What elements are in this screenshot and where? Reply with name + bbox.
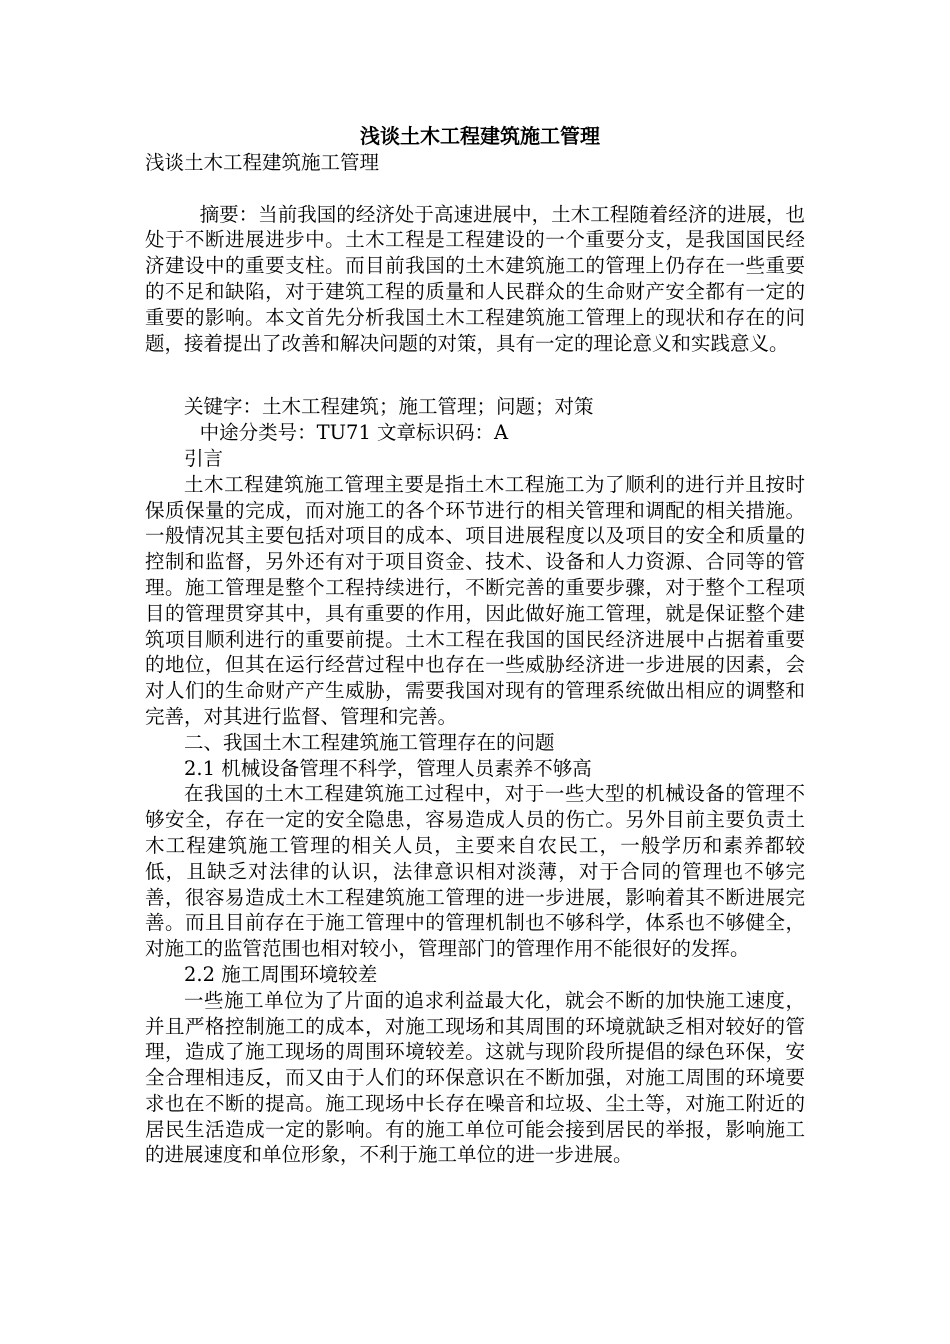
section-2-2-heading: 2.2 施工周围环境较差 bbox=[184, 962, 378, 986]
keywords-line: 关键字：土木工程建筑；施工管理；问题；对策 bbox=[184, 395, 594, 419]
document-title: 浅谈土木工程建筑施工管理 bbox=[360, 124, 600, 148]
intro-heading: 引言 bbox=[184, 446, 224, 470]
blank-line bbox=[145, 176, 805, 202]
section-2-1-heading: 2.1 机械设备管理不科学，管理人员素养不够高 bbox=[184, 756, 592, 780]
intro-paragraph: 土木工程建筑施工管理主要是指土木工程施工为了顺利的进行并且按时保质保量的完成，而对施工的各个环节进行的相关管理和调配的相关措施。一般情况其主要包括对项目的成本、项目进展程度以及项目的安全和质量的控制和监督，另外还有对于项目资金、技术、设备和人力资源、合同等的管理。施工管理是整个工程持续进行，不断完善的重要步骤，对于整个工程项目的管理贯穿其中，具有重要的作用，因此做好施工管理，就是保证整个建筑项目顺利进行的重要前提。土木工程在我国的国民经济进展中占据着重要的地位，但其在运行经营过程中也存在一些威胁经济进一步进展的因素，会对人们的生命财产产生威胁，需要我国对现有的管理系统做出相应的调整和完善，对其进行监督、管理和完善。 bbox=[145, 472, 805, 728]
abstract-paragraph: 摘要：当前我国的经济处于高速进展中，土木工程随着经济的进展，也处于不断进展进步中。土木工程是工程建设的一个重要分支，是我国国民经济建设中的重要支柱。而目前我国的土木建筑施工的管理上仍存在一些重要的不足和缺陷，对于建筑工程的质量和人民群众的生命财产安全都有一定的重要的影响。本文首先分析我国土木工程建筑施工管理上的现状和存在的问题，接着提出了改善和解决问题的对策，具有一定的理论意义和实践意义。 bbox=[145, 202, 805, 355]
document-page bbox=[145, 122, 805, 1168]
section-2-2-paragraph: 一些施工单位为了片面的追求利益最大化，就会不断的加快施工速度，并且严格控制施工的成本，对施工现场和其周围的环境就缺乏相对较好的管理，造成了施工现场的周围环境较差。这就与现阶段所提倡的绿色环保，安全合理相违反，而又由于人们的环保意识在不断加强，对施工周围的环境要求也在不断的提高。施工现场中长存在噪音和垃圾、尘土等，对施工附近的居民生活造成一定的影响。有的施工单位可能会接到居民的举报，影响施工的进展速度和单位形象，不利于施工单位的进一步进展。 bbox=[145, 988, 805, 1167]
section-2-heading: 二、我国土木工程建筑施工管理存在的问题 bbox=[184, 730, 555, 754]
classification-line: 中途分类号：TU71 文章标识码：A bbox=[199, 421, 509, 445]
section-2-1-paragraph: 在我国的土木工程建筑施工过程中，对于一些大型的机械设备的管理不够安全，存在一定的安全隐患，容易造成人员的伤亡。另外目前主要负责土木工程建筑施工管理的相关人员，主要来自农民工，一般学历和素养都较低，且缺乏对法律的认识，法律意识相对淡薄，对于合同的管理也不够完善，很容易造成土木工程建筑施工管理的进一步进展，影响着其不断进展完善。而且目前存在于施工管理中的管理机制也不够科学，体系也不够健全，对施工的监管范围也相对较小，管理部门的管理作用不能很好的发挥。 bbox=[145, 782, 805, 961]
blank-line bbox=[145, 356, 805, 394]
document-subtitle: 浅谈土木工程建筑施工管理 bbox=[145, 151, 380, 174]
